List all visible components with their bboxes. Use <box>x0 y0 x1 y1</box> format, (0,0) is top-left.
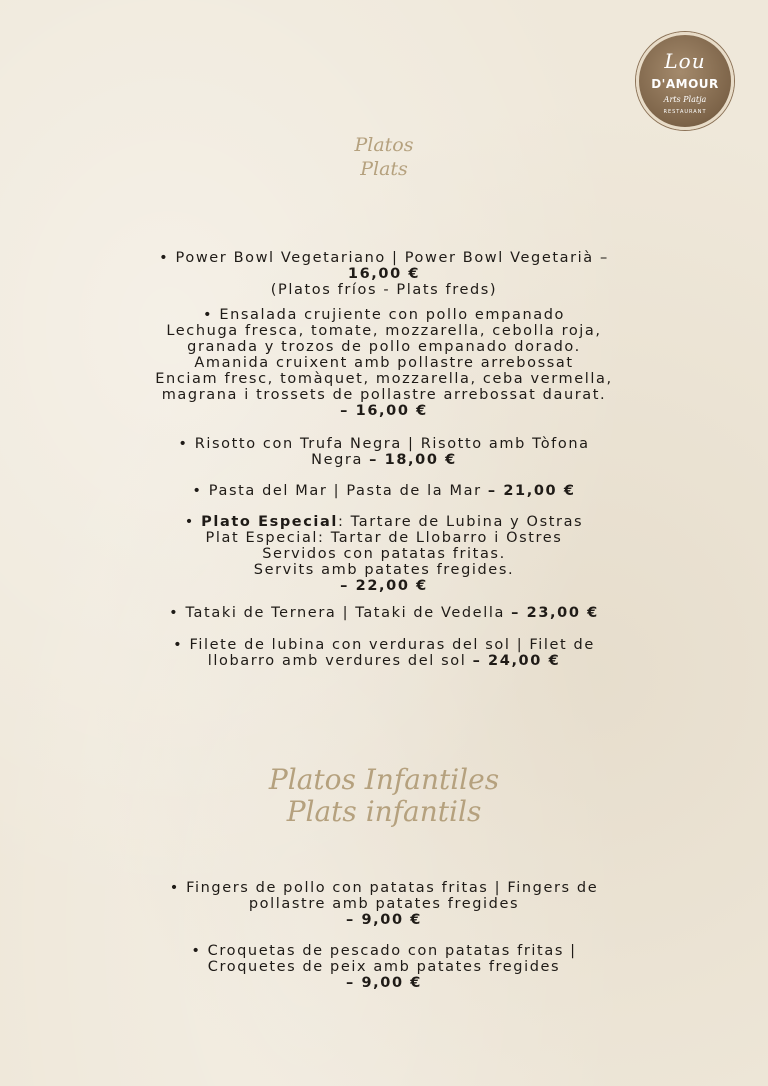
item-description: granada y trozos de pollo empanado dorado. <box>187 339 581 355</box>
menu-item-risotto <box>100 436 668 468</box>
menu-item-tataki <box>100 605 668 621</box>
item-name-tail: llobarro amb verdures del sol <box>207 653 467 669</box>
item-line <box>100 514 668 530</box>
logo-damour-text: D'AMOUR <box>651 77 719 91</box>
item-name: : Tartare de Lubina y Ostras <box>337 514 584 530</box>
item-name: • Risotto con Trufa Negra | Risotto amb Tòfona <box>178 436 590 452</box>
menu-item-filete <box>100 637 668 669</box>
restaurant-logo <box>636 32 734 130</box>
item-description-ca: magrana i trossets de pollastre arrebossat daurat. <box>161 387 607 403</box>
logo-restaurant-text: RESTAURANT <box>663 109 707 115</box>
menu-item-fingers <box>100 880 668 928</box>
item-price: 16,00 € <box>347 266 421 282</box>
section-title-platos: Platos <box>354 134 414 156</box>
item-description-ca: Enciam fresc, tomàquet, mozzarella, ceba vermella, <box>155 371 613 387</box>
item-name: • Ensalada crujiente con pollo empanado <box>202 307 565 323</box>
item-price: – 22,00 € <box>340 578 428 594</box>
item-price: – 9,00 € <box>345 912 422 928</box>
item-price: – 24,00 € <box>472 653 561 669</box>
item-description: Servidos con patatas fritas. <box>262 546 506 562</box>
item-name-cont <box>100 452 668 468</box>
section-title-platos-infantiles: Platos Infantiles <box>268 763 500 796</box>
section-title-plats: Plats <box>360 158 408 180</box>
item-line <box>100 605 668 621</box>
item-name: • Pasta del Mar | Pasta de la Mar <box>192 483 482 499</box>
menu-item-ensalada <box>100 307 668 419</box>
item-name: • Croquetas de pescado con patatas fritas | <box>191 943 577 959</box>
item-description-ca: Servits amb patates fregides. <box>253 562 515 578</box>
item-bullet: • <box>184 514 195 530</box>
item-name: • Filete de lubina con verduras del sol | Filet de <box>173 637 595 653</box>
item-line <box>100 483 668 499</box>
item-name: • Fingers de pollo con patatas fritas | Fingers de <box>169 880 599 896</box>
item-price: – 21,00 € <box>487 483 576 499</box>
item-price: – 9,00 € <box>345 975 422 991</box>
item-name-ca: Amanida cruixent amb pollastre arrebossat <box>194 355 574 371</box>
item-name: • Power Bowl Vegetariano | Power Bowl Vegetarià – <box>159 250 609 266</box>
item-name-ca: Croquetes de peix amb patates fregides <box>207 959 561 975</box>
logo-arts-platja-text: Arts Platja <box>663 95 707 104</box>
item-name-ca: pollastre amb patates fregides <box>248 896 520 912</box>
menu-item-croquetas <box>100 943 668 991</box>
item-special-label: Plato Especial <box>201 514 338 530</box>
item-price: – 16,00 € <box>340 403 428 419</box>
logo-lou-text: Lou <box>664 49 706 73</box>
menu-item-power-bowl <box>100 250 668 298</box>
item-name-ca: Plat Especial: Tartar de Llobarro i Ostres <box>205 530 563 546</box>
item-price: – 23,00 € <box>511 605 599 621</box>
item-note: (Platos fríos - Plats freds) <box>270 282 498 298</box>
menu-item-pasta <box>100 483 668 499</box>
item-price: – 18,00 € <box>369 452 457 468</box>
section-title-plats-infantils: Plats infantils <box>286 795 482 828</box>
item-name-tail: Negra <box>311 452 363 468</box>
item-description: Lechuga fresca, tomate, mozzarella, cebolla roja, <box>166 323 602 339</box>
item-name: • Tataki de Ternera | Tataki de Vedella <box>169 605 505 621</box>
item-name-cont <box>100 653 668 669</box>
menu-item-plato-especial <box>100 514 668 594</box>
